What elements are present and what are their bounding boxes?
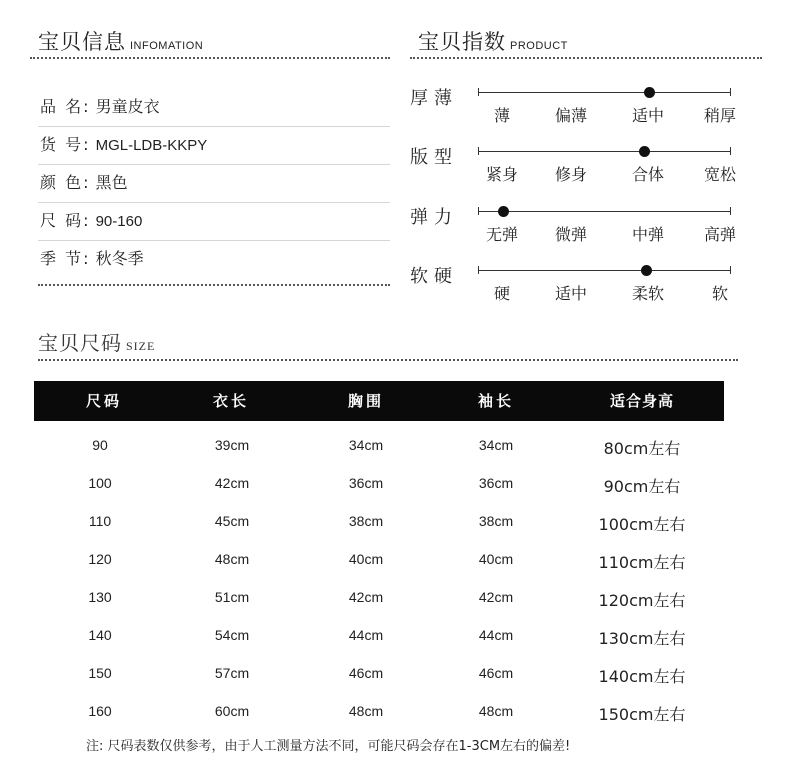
info-row-size xyxy=(40,206,390,244)
product-section-title xyxy=(418,26,568,56)
cell-length: 51cm xyxy=(214,589,250,605)
info-row-color xyxy=(40,168,390,206)
info-row-divider xyxy=(38,126,390,127)
cell-sleeve: 34cm xyxy=(478,437,514,453)
cell-sleeve: 46cm xyxy=(478,665,514,681)
index-option: 紧身 xyxy=(485,165,518,184)
cell-length: 54cm xyxy=(214,627,250,643)
index-scale-tick xyxy=(478,207,479,215)
size-title-cn: 宝贝尺码 xyxy=(38,331,122,355)
size-note: 注: 尺码表数仅供参考，由于人工测量方法不同，可能尺码会存在1-3CM左右的偏差! xyxy=(86,739,571,754)
cell-sleeve: 40cm xyxy=(478,551,514,567)
cell-chest: 44cm xyxy=(348,627,384,643)
cell-length: 42cm xyxy=(214,475,250,491)
index-option: 无弹 xyxy=(485,225,518,244)
info-row-item-number xyxy=(40,130,390,168)
index-option: 稍厚 xyxy=(703,106,736,125)
info-row-divider xyxy=(38,164,390,165)
info-row-season xyxy=(40,244,390,282)
index-marker-dot xyxy=(498,206,509,217)
cell-sleeve: 38cm xyxy=(478,513,514,529)
index-scale-line xyxy=(478,151,730,152)
product-title-en: PRODUCT xyxy=(510,40,568,52)
cell-size: 100 xyxy=(88,475,112,491)
cell-size: 130 xyxy=(88,589,112,605)
index-scale-line xyxy=(478,211,730,212)
index-option: 适中 xyxy=(554,284,587,303)
info-value: 黑色 xyxy=(95,173,128,192)
size-title-en: SIZE xyxy=(126,339,156,353)
index-scale-tick xyxy=(478,88,479,96)
index-scale-line xyxy=(478,270,730,271)
index-scale-tick xyxy=(730,207,731,215)
cell-size: 140 xyxy=(88,627,112,643)
info-value: 男童皮衣 xyxy=(95,97,160,116)
info-title-en: INFOMATION xyxy=(130,40,204,52)
cell-height: 100cm左右 xyxy=(598,515,686,534)
cell-chest: 34cm xyxy=(348,437,384,453)
cell-size: 110 xyxy=(88,513,112,529)
index-option: 柔软 xyxy=(631,284,664,303)
cell-height: 150cm左右 xyxy=(598,705,686,724)
info-label: 颜 色: xyxy=(40,173,91,192)
index-label: 厚薄 xyxy=(410,88,458,109)
index-option: 硬 xyxy=(493,284,510,303)
cell-chest: 48cm xyxy=(348,703,384,719)
header-sleeve: 袖长 xyxy=(477,392,514,410)
cell-sleeve: 36cm xyxy=(478,475,514,491)
cell-length: 48cm xyxy=(214,551,250,567)
info-row-divider xyxy=(38,240,390,241)
index-scale-tick xyxy=(478,147,479,155)
info-value: 90-160 xyxy=(95,213,143,230)
index-marker-dot xyxy=(639,146,650,157)
cell-height: 130cm左右 xyxy=(598,629,686,648)
header-length: 衣长 xyxy=(212,392,249,410)
cell-chest: 46cm xyxy=(348,665,384,681)
index-option: 宽松 xyxy=(703,165,736,184)
index-option: 合体 xyxy=(631,165,664,184)
header-height: 适合身高 xyxy=(609,392,674,410)
cell-chest: 38cm xyxy=(348,513,384,529)
product-title-cn: 宝贝指数 xyxy=(418,30,506,54)
cell-height: 80cm左右 xyxy=(603,439,681,458)
index-label: 弹力 xyxy=(410,207,458,228)
index-option: 中弹 xyxy=(631,225,664,244)
info-label: 尺 码: xyxy=(40,211,91,230)
info-row-name xyxy=(40,92,390,130)
cell-length: 39cm xyxy=(214,437,250,453)
info-value: MGL-LDB-KKPY xyxy=(95,137,208,154)
cell-size: 120 xyxy=(88,551,112,567)
size-table-header xyxy=(34,381,724,421)
index-label: 版型 xyxy=(410,147,458,168)
cell-height: 90cm左右 xyxy=(603,477,681,496)
index-option: 适中 xyxy=(631,106,664,125)
cell-sleeve: 44cm xyxy=(478,627,514,643)
cell-size: 150 xyxy=(88,665,112,681)
cell-sleeve: 42cm xyxy=(478,589,514,605)
info-label: 品 名: xyxy=(40,97,91,116)
info-title-cn: 宝贝信息 xyxy=(38,30,126,54)
cell-length: 60cm xyxy=(214,703,250,719)
index-option: 高弹 xyxy=(703,225,736,244)
size-title-divider xyxy=(38,359,738,361)
info-label: 季 节: xyxy=(40,249,91,268)
cell-sleeve: 48cm xyxy=(478,703,514,719)
cell-size: 90 xyxy=(92,437,108,453)
info-label: 货 号: xyxy=(40,135,91,154)
header-chest: 胸围 xyxy=(347,392,384,410)
index-scale-tick xyxy=(730,88,731,96)
cell-height: 110cm左右 xyxy=(598,553,686,572)
info-section-title xyxy=(38,26,203,56)
header-size: 尺码 xyxy=(85,392,122,410)
info-bottom-divider xyxy=(38,284,390,286)
index-marker-dot xyxy=(644,87,655,98)
size-section-title xyxy=(38,327,155,356)
cell-height: 120cm左右 xyxy=(598,591,686,610)
index-option: 微弹 xyxy=(554,225,587,244)
product-title-divider xyxy=(410,57,762,59)
index-marker-dot xyxy=(641,265,652,276)
index-label: 软硬 xyxy=(410,266,458,287)
cell-height: 140cm左右 xyxy=(598,667,686,686)
cell-chest: 42cm xyxy=(348,589,384,605)
index-scale-tick xyxy=(730,147,731,155)
cell-chest: 40cm xyxy=(348,551,384,567)
cell-length: 45cm xyxy=(214,513,250,529)
info-row-divider xyxy=(38,202,390,203)
index-option: 软 xyxy=(711,284,728,303)
index-option: 修身 xyxy=(554,165,587,184)
info-value: 秋冬季 xyxy=(95,249,144,268)
cell-length: 57cm xyxy=(214,665,250,681)
index-scale-tick xyxy=(478,266,479,274)
cell-chest: 36cm xyxy=(348,475,384,491)
index-scale-tick xyxy=(730,266,731,274)
index-option: 偏薄 xyxy=(554,106,587,125)
index-option: 薄 xyxy=(493,106,510,125)
index-scale-line xyxy=(478,92,730,93)
info-title-divider xyxy=(30,57,390,59)
cell-size: 160 xyxy=(88,703,112,719)
